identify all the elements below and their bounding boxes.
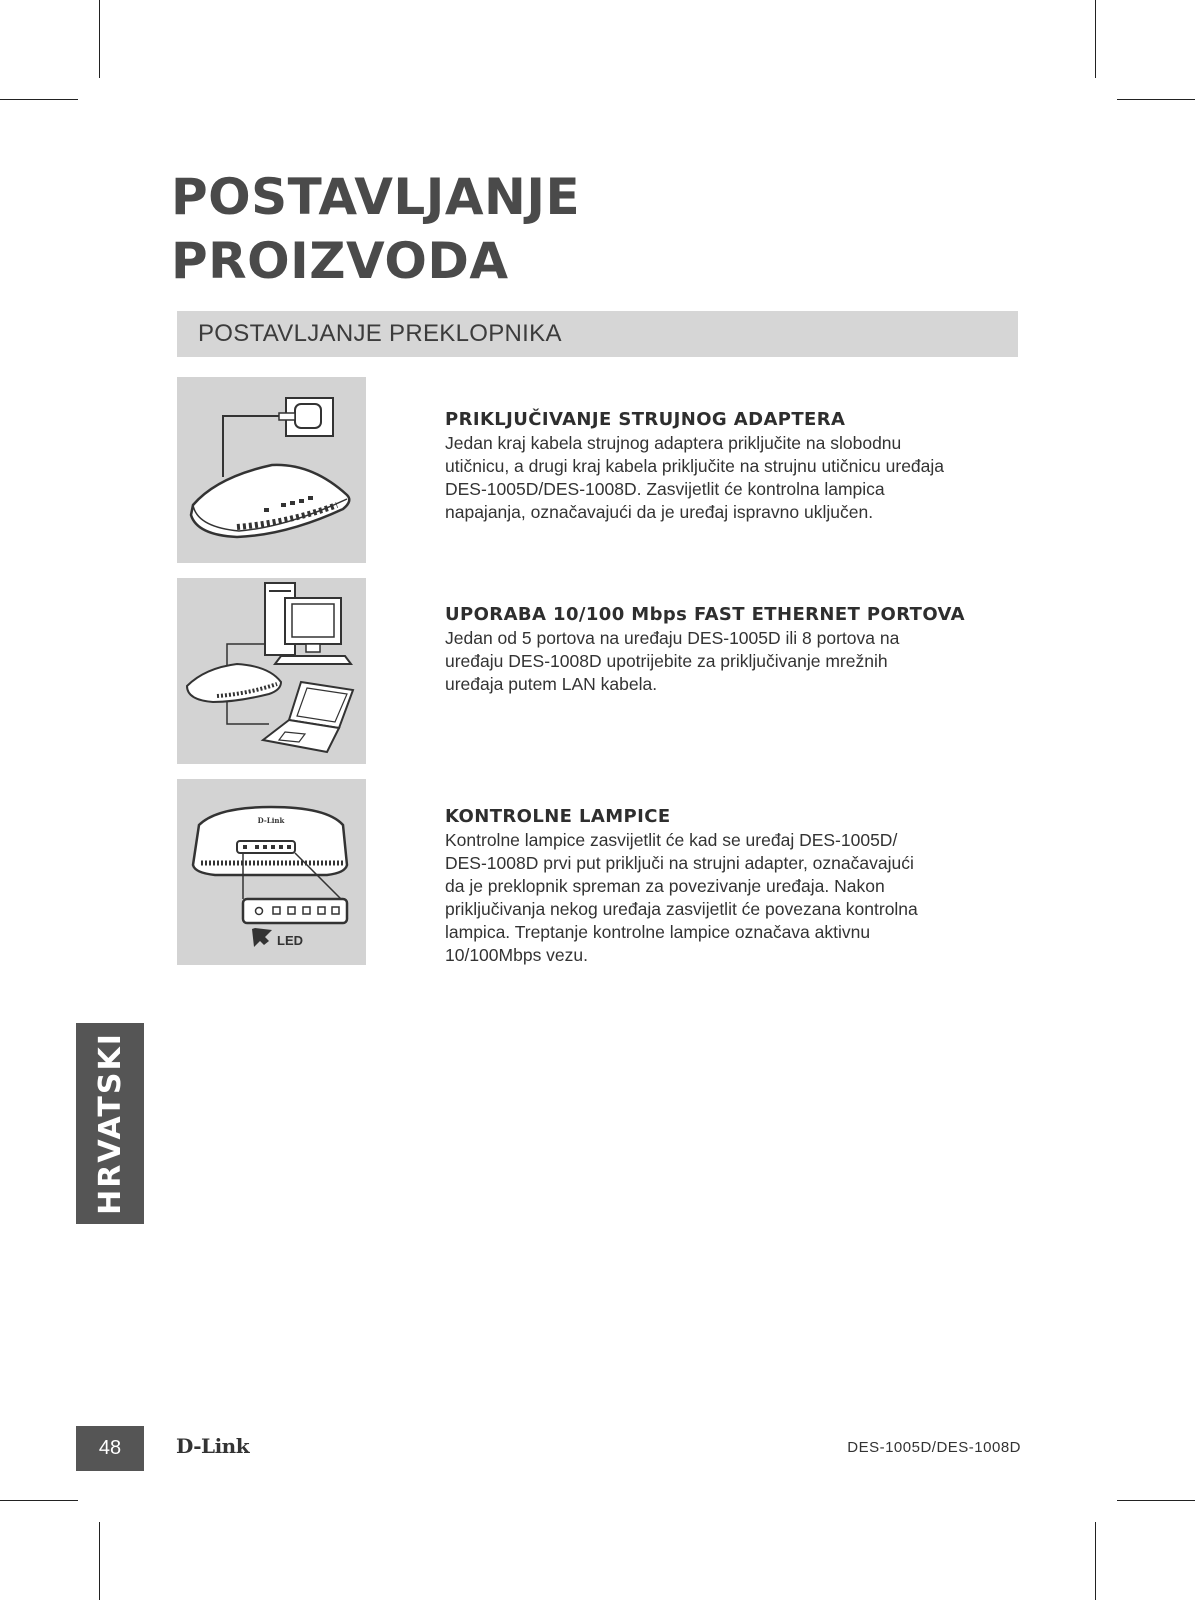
led-indicators-section xyxy=(445,805,1005,967)
power-adapter-heading: PRIKLJUČIVANJE STRUJNOG ADAPTERA xyxy=(445,409,846,430)
arrow-icon xyxy=(252,928,272,947)
power-adapter-illustration xyxy=(177,377,366,563)
crop-mark xyxy=(1095,1522,1096,1600)
power-adapter-body: Jedan kraj kabela strujnog adaptera priključite na slobodnu utičnicu, a drugi kraj kabela priključite na strujnu utičnicu uređaja DES-1005D/DES-1008D. Zasvijetlit će kontrolna lampica napajanja, označavajući da je uređaj ispravno uključen. xyxy=(445,433,945,522)
ethernet-illustration xyxy=(177,578,366,764)
led-label: LED xyxy=(277,933,303,948)
section-heading: POSTAVLJANJE PREKLOPNIKA xyxy=(177,311,1018,357)
dlink-logo: D-Link xyxy=(176,1434,250,1458)
ethernet-ports-heading: UPORABA 10/100 Mbps FAST ETHERNET PORTOVA xyxy=(445,604,965,625)
page-title-line1: POSTAVLJANJE xyxy=(171,168,581,226)
ethernet-ports-body: Jedan od 5 portova na uređaju DES-1005D ili 8 portova na uređaju DES-1008D upotrijebite za priključivanje mrežnih uređaja putem LAN kabela. xyxy=(445,628,900,694)
page-title xyxy=(171,165,580,293)
led-indicators-heading: KONTROLNE LAMPICE xyxy=(445,806,671,827)
switch-with-adapter-icon xyxy=(177,377,366,563)
crop-mark xyxy=(1117,1500,1195,1501)
page-title-line2: PROIZVODA xyxy=(171,232,509,290)
device-brand-label: D-Link xyxy=(257,816,285,825)
model-number: DES-1005D/DES-1008D xyxy=(847,1439,1021,1456)
switch-led-panel-icon xyxy=(177,779,366,965)
language-tab xyxy=(76,1023,144,1224)
power-adapter-section xyxy=(445,408,1005,524)
crop-mark xyxy=(0,99,78,100)
led-illustration xyxy=(177,779,366,965)
crop-mark xyxy=(1095,0,1096,78)
crop-mark xyxy=(1117,99,1195,100)
ethernet-ports-section xyxy=(445,603,1005,696)
page-number: 48 xyxy=(76,1426,144,1471)
network-devices-icon xyxy=(177,578,366,764)
crop-mark xyxy=(99,0,100,78)
crop-mark xyxy=(99,1522,100,1600)
crop-mark xyxy=(0,1500,78,1501)
language-tab-label: HRVATSKI xyxy=(92,1032,128,1215)
led-indicators-body: Kontrolne lampice zasvijetlit će kad se uređaj DES-1005D/ DES-1008D prvi put priključi na strujni adapter, označavajući da je preklopnik spreman za povezivanje uređaja. Nakon priključivanja nekog uređaja zasvijetlit će povezana kontrolna lampica. Treptanje kontrolne lampice označava aktivnu 10/100Mbps vezu. xyxy=(445,830,918,965)
